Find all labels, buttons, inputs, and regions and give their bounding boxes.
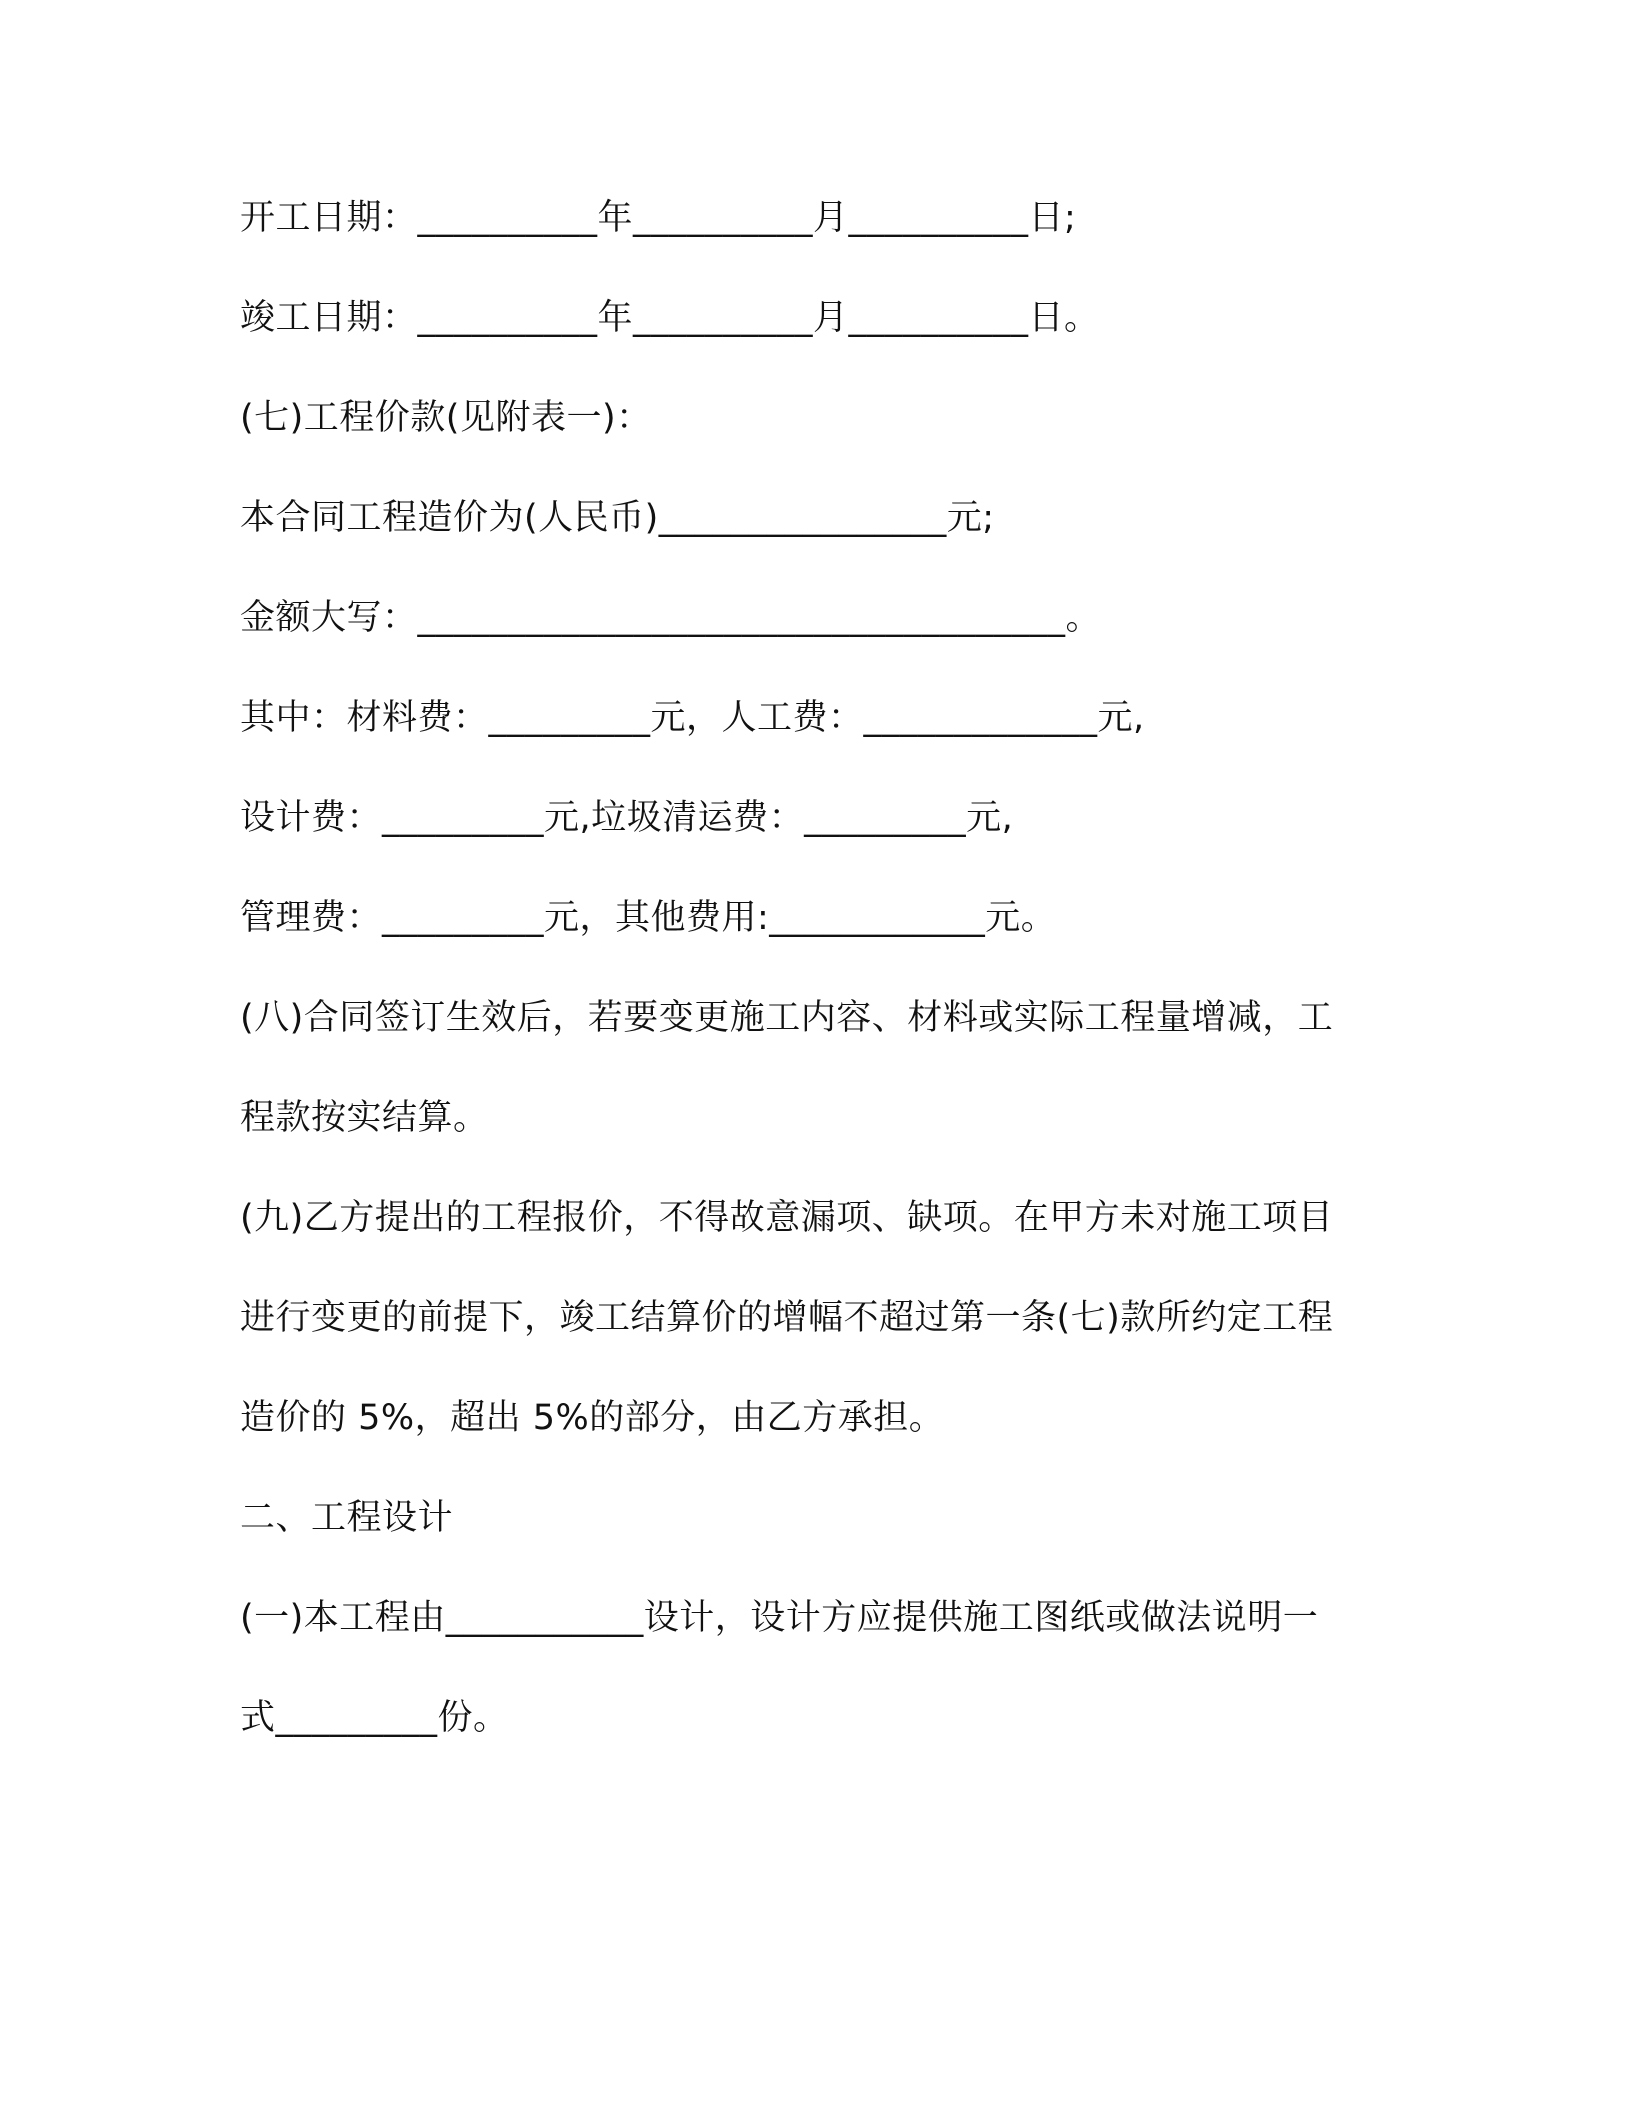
material-labor-fee-line: 其中：材料费：_________元，人工费：_____________元, xyxy=(240,698,1145,738)
design-garbage-fee-line: 设计费：_________元,垃圾清运费：_________元, xyxy=(240,798,1014,838)
management-other-fee-line: 管理费：_________元，其他费用:____________元。 xyxy=(240,898,1057,938)
amount-in-words-line: 金额大写：____________________________________。 xyxy=(240,598,1102,638)
section-9-line-2: 进行变更的前提下，竣工结算价的增幅不超过第一条(七)款所约定工程 xyxy=(240,1298,1334,1338)
section-9-line-3: 造价的 5%，超出 5%的部分，由乙方承担。 xyxy=(240,1398,945,1438)
section-7-heading: (七)工程价款(见附表一)： xyxy=(240,398,652,438)
completion-date-line: 竣工日期：__________年__________月__________日。 xyxy=(240,298,1100,338)
start-date-line: 开工日期：__________年__________月__________日; xyxy=(240,198,1077,238)
section-8-line-2: 程款按实结算。 xyxy=(240,1098,489,1138)
design-clause-line-1: (一)本工程由___________设计，设计方应提供施工图纸或做法说明一 xyxy=(240,1598,1319,1638)
contract-price-line: 本合同工程造价为(人民币)________________元; xyxy=(240,498,995,538)
design-clause-line-2: 式_________份。 xyxy=(240,1698,509,1738)
section-8-line-1: (八)合同签订生效后，若要变更施工内容、材料或实际工程量增减，工 xyxy=(240,998,1334,1038)
section-9-line-1: (九)乙方提出的工程报价，不得故意漏项、缺项。在甲方未对施工项目 xyxy=(240,1198,1334,1238)
engineering-design-heading: 二、工程设计 xyxy=(240,1498,454,1538)
